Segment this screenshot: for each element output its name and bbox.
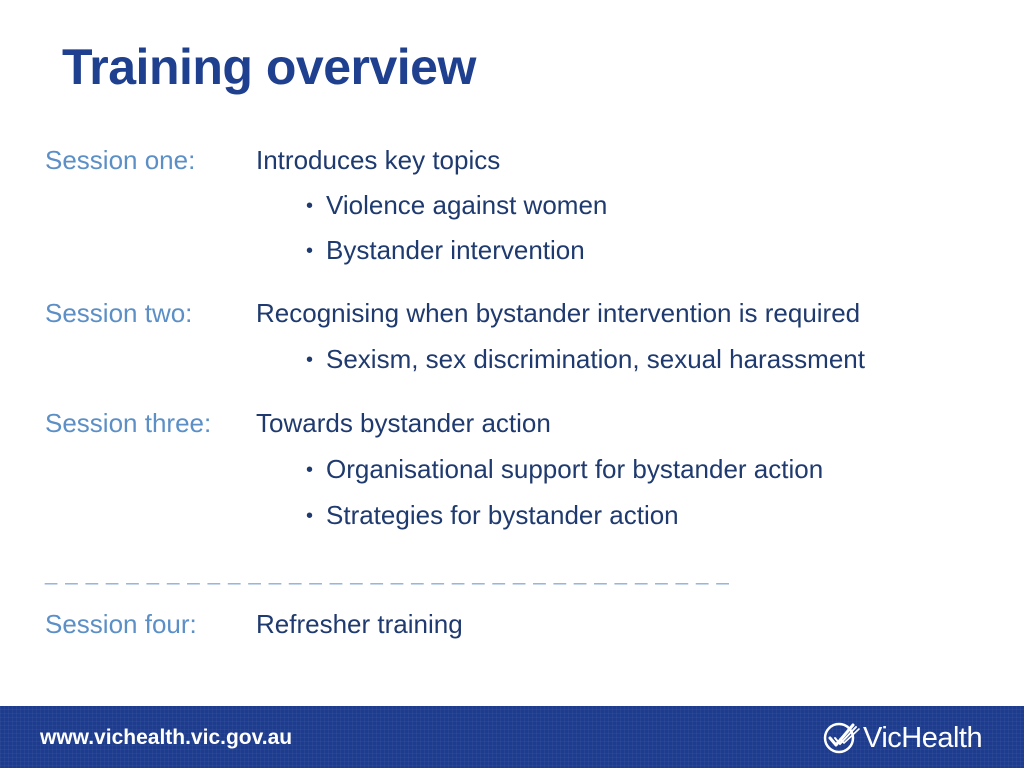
footer-url-link[interactable]: www.vichealth.vic.gov.au (40, 726, 293, 749)
session-one-description: Introduces key topics (256, 145, 501, 175)
dashed-divider: _ _ _ _ _ _ _ _ _ _ _ _ _ _ _ _ _ _ _ _ _ _ _ _ _ _ _ _ _ _ _ _ _ _ (45, 560, 730, 585)
bullet-text: Organisational support for bystander action (326, 454, 824, 484)
bullet-text: Sexism, sex discrimination, sexual harassment (326, 344, 865, 374)
vichealth-tick-logo-icon (823, 720, 861, 756)
session-three-label: Session three: (45, 408, 212, 438)
session-three-bullet (306, 500, 679, 531)
session-two-label: Session two: (45, 298, 193, 328)
session-three-bullet (306, 454, 823, 485)
session-one-label: Session one: (45, 145, 196, 175)
bullet-text: Bystander intervention (326, 235, 585, 265)
bullet-text: Violence against women (326, 190, 608, 220)
logo-text: VicHealth (863, 721, 983, 754)
bullet-icon: • (306, 505, 314, 527)
session-one-bullet (306, 235, 585, 266)
session-one-bullet (306, 190, 607, 221)
session-two-bullet (306, 344, 865, 375)
vichealth-logo (823, 720, 982, 756)
session-two-description: Recognising when bystander intervention is required (256, 298, 861, 328)
session-four-description: Refresher training (256, 609, 463, 639)
bullet-icon: • (306, 459, 314, 481)
slide-title: Training overview (62, 39, 476, 95)
bullet-icon: • (306, 195, 314, 217)
bullet-icon: • (306, 240, 314, 262)
footer-bar (0, 706, 1024, 768)
session-three-description: Towards bystander action (256, 408, 551, 438)
bullet-text: Strategies for bystander action (326, 500, 679, 530)
session-four-label: Session four: (45, 609, 197, 639)
bullet-icon: • (306, 349, 314, 371)
